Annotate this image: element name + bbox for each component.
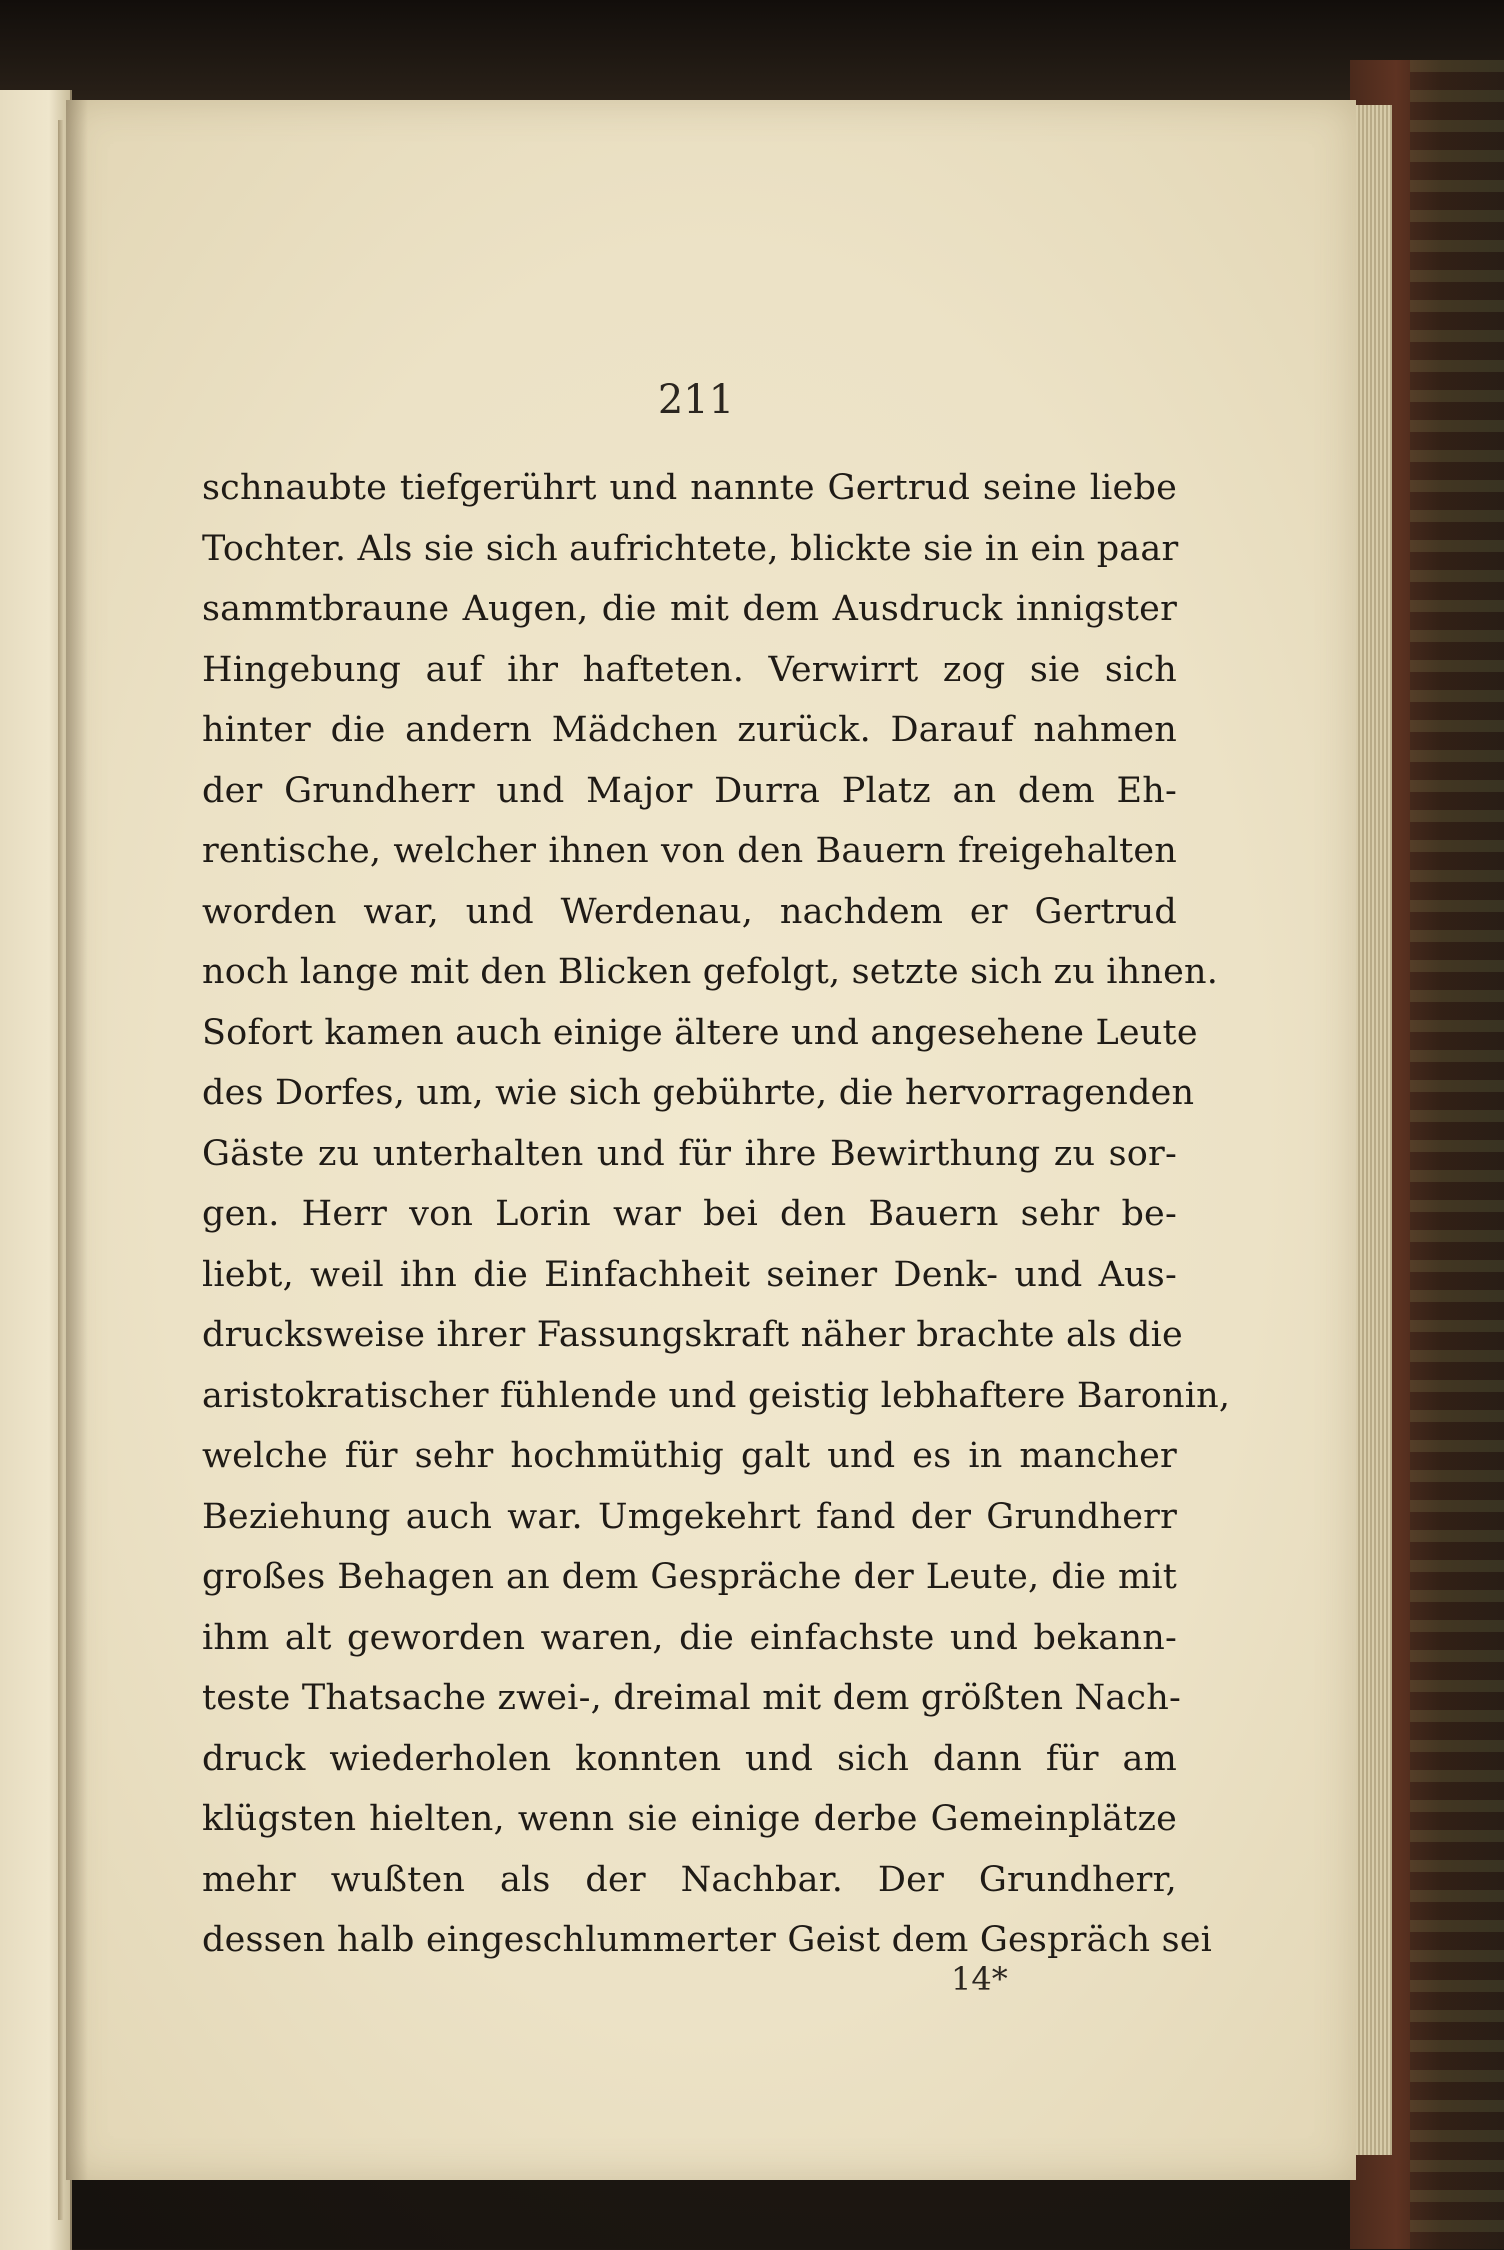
text-line: aristokratischer fühlende und geistig lebhaftere Baronin,: [202, 1375, 1231, 1416]
text-line: der Grundherr und Major Durra Platz an dem Eh-: [202, 770, 1177, 811]
text-line: dessen halb eingeschlummerter Geist dem Gespräch sei: [202, 1920, 1213, 1960]
book-cover-top: [0, 0, 1504, 110]
facing-page-edge: [58, 120, 64, 2220]
signature-mark: 14*: [951, 1960, 1008, 1998]
text-line: des Dorfes, um, wie sich gebührte, die hervorragenden: [202, 1073, 1195, 1113]
text-line: rentische, welcher ihnen von den Bauern freigehalten: [202, 831, 1177, 871]
text-line: drucksweise ihrer Fassungskraft näher brachte als die: [202, 1315, 1183, 1355]
text-line: Beziehung auch war. Umgekehrt fand der Grundherr: [202, 1496, 1177, 1537]
text-line: schnaubte tiefgerührt und nannte Gertrud seine liebe: [202, 468, 1177, 508]
text-line: klügsten hielten, wenn sie einige derbe Gemeinplätze: [202, 1799, 1177, 1839]
text-line: Gäste zu unterhalten und für ihre Bewirthung zu sor-: [202, 1133, 1177, 1174]
text-line: ihm alt geworden waren, die einfachste und bekann-: [202, 1617, 1177, 1658]
text-line: noch lange mit den Blicken gefolgt, setzte sich zu ihnen.: [202, 952, 1219, 992]
text-line: mehr wußten als der Nachbar. Der Grundherr,: [202, 1859, 1177, 1900]
text-line: Sofort kamen auch einige ältere und angesehene Leute: [202, 1012, 1198, 1053]
page-number: 211: [657, 377, 735, 423]
page-gutter-shadow: [66, 100, 88, 2180]
text-line: druck wiederholen konnten und sich dann für am: [202, 1738, 1177, 1779]
text-line: hinter die andern Mädchen zurück. Darauf nahmen: [202, 710, 1177, 750]
body-text: [202, 458, 1231, 1971]
text-line: sammtbraune Augen, die mit dem Ausdruck innigster: [202, 589, 1177, 629]
text-line: welche für sehr hochmüthig galt und es in mancher: [202, 1436, 1177, 1476]
text-line: liebt, weil ihn die Einfachheit seiner Denk- und Aus-: [202, 1254, 1177, 1295]
text-line: Hingebung auf ihr hafteten. Verwirrt zog sie sich: [202, 649, 1177, 690]
text-line: worden war, und Werdenau, nachdem er Gertrud: [202, 891, 1177, 932]
book-page: [66, 100, 1356, 2180]
text-line: großes Behagen an dem Gespräche der Leute, die mit: [202, 1557, 1177, 1597]
text-line: Tochter. Als sie sich aufrichtete, blickte sie in ein paar: [202, 528, 1179, 569]
text-line: teste Thatsache zwei-, dreimal mit dem größten Nach-: [202, 1678, 1181, 1718]
text-line: gen. Herr von Lorin war bei den Bauern sehr be-: [202, 1194, 1177, 1234]
